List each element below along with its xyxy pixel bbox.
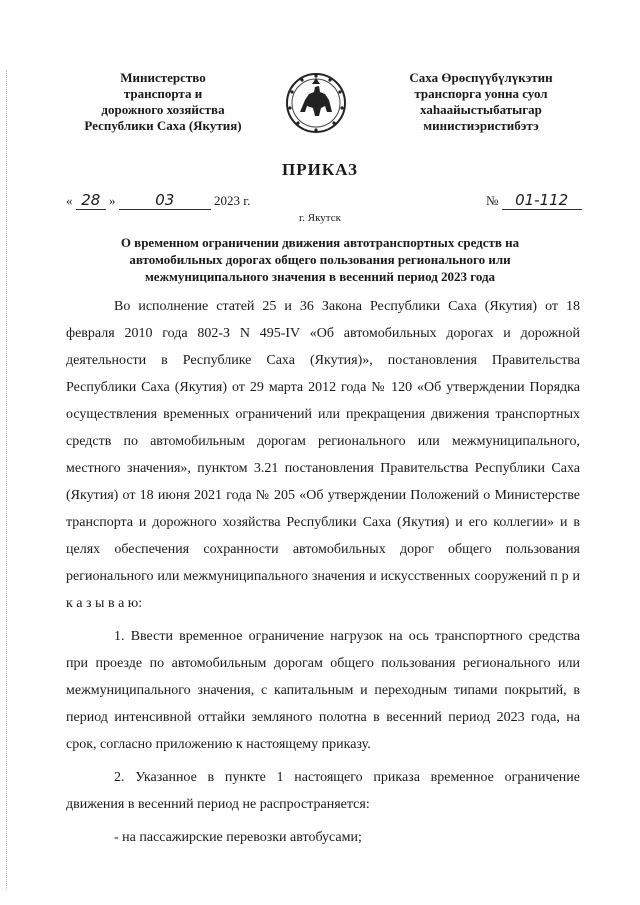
coat-of-arms-emblem [285,70,347,136]
date-day: 28 [76,191,106,210]
ministry-line: министиэристибэтэ [423,118,539,133]
order-number [486,191,582,210]
ministry-line: транспорта и [123,86,203,101]
margin-dots [6,70,9,890]
date-year: 2023 г. [214,193,251,208]
number-value: 01-112 [502,191,582,210]
paragraph-item-2: 2. Указанное в пункте 1 настоящего приказа временное ограничение движения в весенний период не распространяется: [66,770,580,812]
ministry-line: транспорга уонна суол [414,86,548,101]
paragraph-preamble: Во исполнение статей 25 и 36 Закона Республики Саха (Якутия) от 18 февраля 2010 года 802-З N 495-IV «Об автомобильных дорогах и дорожной деятельности в Республике Саха (Якутия)», постановления Правительства Республики Саха (Якутия) от 29 марта 2012 года № 120 «Об утверждении Порядка осуществления временных ограничений или прекращения движения транспортных средств по автомобильным дорогам регионального или межмуниципального, местного значения», пунктом 3.21 постановления Правительства Республики Саха (Якутия) от 18 июня 2021 года № 205 «Об утверждении Положений о Министерстве транспорта и дорожного хозяйства Республики Саха (Якутия) и его коллегии» и в целях обеспечения сохранности автомобильных дорог общего пользования регионального или межмуниципального значения и искусственных сооружений п р и к а з ы в а ю: [66,299,580,611]
ministry-name-russian [58,70,268,134]
city-name: г. Якутск [299,212,341,224]
ministry-name-yakut [376,70,586,134]
paragraph-item-1: 1. Ввести временное ограничение нагрузок на ось транспортного средства при проезде по автомобильным дорогам общего пользования регионального или межмуниципального значения, с капитальным и переходным типами покрытий, в период интенсивной оттайки земляного полотна в весенний период 2023 года, на срок, согласно приложению к настоящему приказу. [66,629,580,752]
order-date [66,191,250,210]
ministry-line: дорожного хозяйства [101,102,225,117]
number-prefix: № [486,193,499,208]
ministry-line: хаһаайыстыбатыгар [420,102,542,117]
order-body [66,293,580,857]
date-close-quote: » [109,193,116,208]
paragraph-exception: - на пассажирские перевозки автобусами; [114,830,362,845]
date-month: 03 [119,191,211,210]
document-title: ПРИКАЗ [282,160,358,179]
date-open-quote: « [66,193,73,208]
ministry-line: Республики Саха (Якутия) [84,118,242,133]
ministry-line: Министерство [120,70,206,85]
order-subject: О временном ограничении движения автотранспортных средств на автомобильных дорогах общего пользования регионального или межмуниципального значения в весенний период 2023 года [120,235,520,284]
ministry-line: Саха Өрөспүүбүлүкэтин [409,70,553,85]
